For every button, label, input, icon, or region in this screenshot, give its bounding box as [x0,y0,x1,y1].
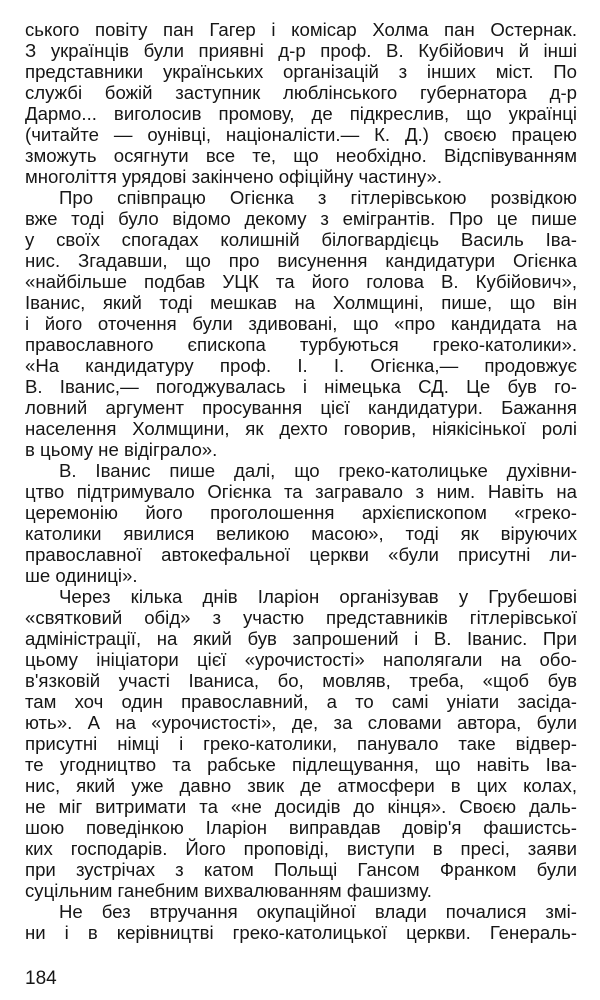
paragraph [25,586,577,901]
text-line: у своїх спогадах колишній білогвардієць Василь Іва- [25,229,577,250]
text-line: православного єпископа турбуються греко-католики». [25,334,577,355]
text-line: Не без втручання окупаційної влади почалися змі- [59,901,577,922]
text-line: «найбільше подбав УЦК та його голова В. Кубійович», [25,271,577,292]
text-line: там хоч один православний, а то самі уніати засіда- [25,691,577,712]
paragraph [25,901,577,943]
paragraph [25,460,577,586]
paragraph [25,19,577,187]
text-line: в цьому не відіграло». [25,439,218,460]
text-line: населення Холмщини, як дехто говорив, ніякісінької ролі [25,418,577,439]
text-line: ського повіту пан Гагер і комісар Холма пан Остернак. [25,19,577,40]
text-line: В. Іванис,— погоджувалась і німецька СД. Це був го- [25,376,577,397]
text-line: «На кандидатуру проф. І. І. Огієнка,— продовжує [25,355,577,376]
text-line: суцільним ганебним вихвалюванням фашизму. [25,880,432,901]
text-line: зможуть осягнути все те, що необхідно. Відспівуванням [25,145,577,166]
text-line: присутні німці і греко-католики, панувало таке відвер- [25,733,577,754]
text-line: Іванис, який тоді мешкав на Холмщині, пише, що він [25,292,577,313]
text-line: вже тоді було відомо декому з емігрантів. Про це пише [25,208,577,229]
text-line: (читайте — оунівці, націоналісти.— К. Д.) своєю працею [25,124,577,145]
text-line: православної автокефальної церкви «були присутні ли- [25,544,577,565]
text-line: в'язковій участі Іваниса, бо, мовляв, треба, «щоб був [25,670,577,691]
text-line: З українців були приявні д-р проф. В. Кубійович й інші [25,40,577,61]
text-line: службі божій заступник люблінського губернатора д-р [25,82,577,103]
paragraph [25,187,577,460]
text-line: ловний аргумент просування цієї кандидатури. Бажання [25,397,577,418]
text-line: Про співпрацю Огієнка з гітлерівською розвідкою [59,187,577,208]
text-line: ють». А на «урочистості», де, за словами автора, були [25,712,577,733]
text-line: церемонію його проголошення архієпископом «греко- [25,502,577,523]
text-line: цьому ініціатори цієї «урочистості» наполягали на обо- [25,649,577,670]
text-line: Дармо... виголосив промову, де підкреслив, що українці [25,103,577,124]
text-line: шою поведінкою Іларіон виправдав довір'я фашистсь- [25,817,577,838]
text-line: ких господарів. Його проповіді, виступи в пресі, заяви [25,838,577,859]
book-page-text [25,19,577,943]
text-line: нис, який уже давно звик де атмосфери в цих колах, [25,775,577,796]
text-line: представники українських організацій з інших міст. По [25,61,577,82]
text-line: цтво підтримувало Огієнка та загравало з ним. Навіть на [25,481,577,502]
text-line: многоліття урядові закінчено офіційну частину». [25,166,442,187]
text-line: «святковий обід» з участю представників гітлерівської [25,607,577,628]
text-line: не міг витримати та «не досидів до кінця». Своєю даль- [25,796,577,817]
text-line: ни і в керівництві греко-католицької церкви. Генераль- [25,922,577,943]
text-line: те угодництво та рабське підлещування, що навіть Іва- [25,754,577,775]
text-line: католики явилися великою масою», тоді як віруючих [25,523,577,544]
text-line: при зустрічах з катом Польщі Гансом Франком були [25,859,577,880]
page-number: 184 [25,968,57,989]
text-line: Через кілька днів Іларіон організував у Грубешові [59,586,577,607]
text-line: В. Іванис пише далі, що греко-католицьке духівни- [59,460,577,481]
text-line: ше одиниці». [25,565,138,586]
text-line: і його оточення були здивовані, що «про кандидата на [25,313,577,334]
text-line: адміністрації, на який був запрошений і В. Іванис. При [25,628,577,649]
text-line: нис. Згадавши, що про висунення кандидатури Огієнка [25,250,577,271]
